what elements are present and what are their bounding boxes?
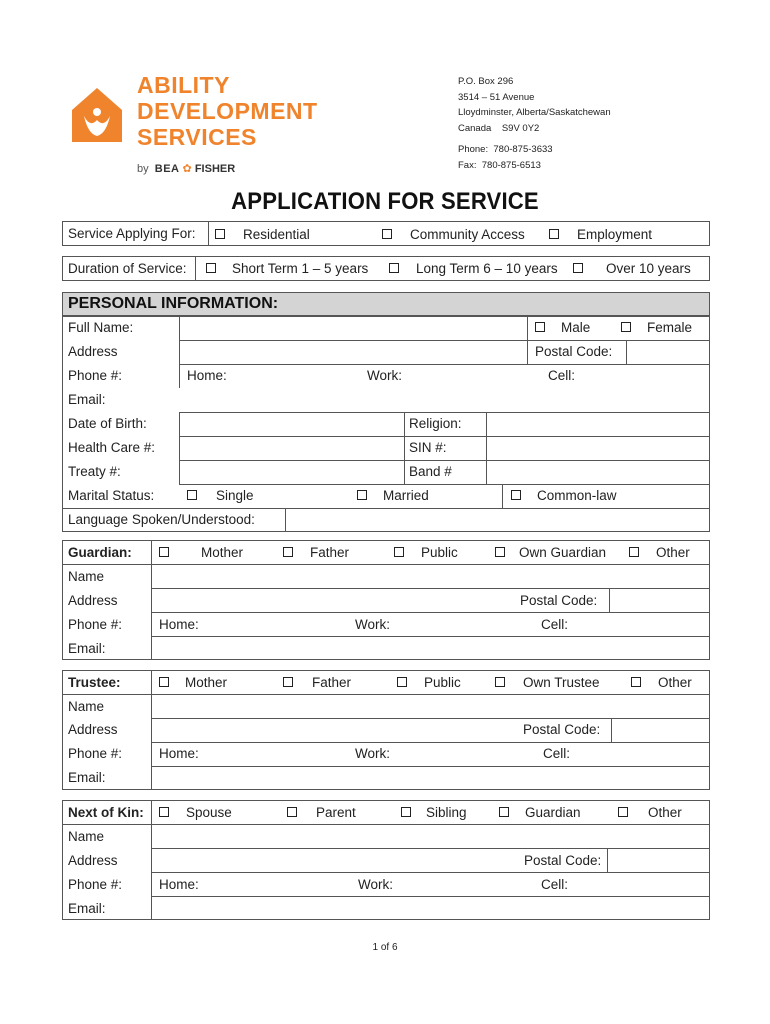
trustee-cell-label[interactable]: Cell: bbox=[543, 746, 571, 761]
kin-guardian-label: Guardian bbox=[525, 805, 581, 820]
female-label: Female bbox=[647, 320, 693, 335]
single-label: Single bbox=[216, 488, 254, 503]
employment-checkbox[interactable] bbox=[549, 229, 559, 239]
guardian-postal-label: Postal Code: bbox=[520, 593, 598, 608]
house-logo-icon bbox=[70, 86, 124, 144]
next-of-kin-section bbox=[62, 800, 710, 920]
married-label: Married bbox=[383, 488, 429, 503]
address-line: P.O. Box 296 bbox=[458, 76, 514, 87]
kin-guardian-checkbox[interactable] bbox=[499, 807, 509, 817]
guardian-father-checkbox[interactable] bbox=[283, 547, 293, 557]
address-label: Address bbox=[68, 344, 118, 359]
kin-phone-label: Phone #: bbox=[68, 877, 123, 892]
date-of-birth-field[interactable] bbox=[181, 414, 402, 434]
long-term-label: Long Term 6 – 10 years bbox=[416, 261, 558, 276]
community-access-label: Community Access bbox=[410, 227, 525, 242]
own-trustee-label: Own Trustee bbox=[523, 675, 600, 690]
trustee-email-label[interactable]: Email: bbox=[68, 770, 106, 785]
guardian-name-field[interactable] bbox=[153, 566, 708, 586]
over-10-years-checkbox[interactable] bbox=[573, 263, 583, 273]
logo-wordmark: ABILITY DEVELOPMENT SERVICES bbox=[137, 72, 318, 150]
common-law-label: Common-law bbox=[537, 488, 617, 503]
spouse-label: Spouse bbox=[186, 805, 232, 820]
page-number: 1 of 6 bbox=[372, 942, 398, 953]
language-label: Language Spoken/Understood: bbox=[68, 512, 255, 527]
guardian-mother-checkbox[interactable] bbox=[159, 547, 169, 557]
postal-code-field[interactable] bbox=[628, 342, 708, 362]
next-of-kin-label: Next of Kin: bbox=[68, 805, 144, 820]
phone-label: Phone #: bbox=[68, 368, 123, 383]
trustee-address-label: Address bbox=[68, 722, 118, 737]
common-law-checkbox[interactable] bbox=[511, 490, 521, 500]
form-title: APPLICATION FOR SERVICE bbox=[231, 188, 539, 215]
fax-number: Fax: 780-875-6513 bbox=[458, 159, 541, 171]
kin-other-label: Other bbox=[648, 805, 682, 820]
home-phone-label[interactable]: Home: bbox=[187, 368, 227, 383]
own-trustee-checkbox[interactable] bbox=[495, 677, 505, 687]
guardian-father-label: Father bbox=[310, 545, 350, 560]
full-name-field[interactable] bbox=[181, 318, 525, 338]
guardian-public-checkbox[interactable] bbox=[394, 547, 404, 557]
sin-label: SIN #: bbox=[409, 440, 447, 455]
work-phone-label[interactable]: Work: bbox=[367, 368, 403, 383]
community-access-checkbox[interactable] bbox=[382, 229, 392, 239]
postal-code-label: Postal Code: bbox=[535, 344, 613, 359]
male-label: Male bbox=[561, 320, 591, 335]
residential-label: Residential bbox=[243, 227, 310, 242]
guardian-work-label[interactable]: Work: bbox=[355, 617, 391, 632]
organization-address bbox=[458, 74, 611, 173]
kin-postal-label: Postal Code: bbox=[524, 853, 602, 868]
guardian-phone-label: Phone #: bbox=[68, 617, 123, 632]
language-field[interactable] bbox=[287, 510, 708, 530]
trustee-mother-checkbox[interactable] bbox=[159, 677, 169, 687]
trustee-section bbox=[62, 670, 710, 790]
address-line: 3514 – 51 Avenue bbox=[458, 91, 535, 103]
single-checkbox[interactable] bbox=[187, 490, 197, 500]
phone-number: Phone: 780-875-3633 bbox=[458, 144, 553, 155]
residential-checkbox[interactable] bbox=[215, 229, 225, 239]
kin-email-label[interactable]: Email: bbox=[68, 901, 106, 916]
trustee-home-label[interactable]: Home: bbox=[159, 746, 199, 761]
trustee-label: Trustee: bbox=[68, 675, 121, 690]
date-of-birth-label: Date of Birth: bbox=[68, 416, 147, 431]
full-name-label: Full Name: bbox=[68, 320, 134, 335]
sibling-checkbox[interactable] bbox=[401, 807, 411, 817]
trustee-public-checkbox[interactable] bbox=[397, 677, 407, 687]
guardian-home-label[interactable]: Home: bbox=[159, 617, 199, 632]
religion-field[interactable] bbox=[488, 414, 708, 434]
long-term-checkbox[interactable] bbox=[389, 263, 399, 273]
email-label[interactable]: Email: bbox=[68, 392, 106, 407]
sin-field[interactable] bbox=[488, 438, 708, 458]
guardian-address-label: Address bbox=[68, 593, 118, 608]
guardian-label: Guardian: bbox=[68, 545, 132, 560]
trustee-father-label: Father bbox=[312, 675, 352, 690]
guardian-name-label: Name bbox=[68, 569, 105, 584]
health-care-field[interactable] bbox=[181, 438, 402, 458]
duration-label: Duration of Service: bbox=[68, 261, 187, 276]
trustee-father-checkbox[interactable] bbox=[283, 677, 293, 687]
kin-home-label[interactable]: Home: bbox=[159, 877, 199, 892]
guardian-other-label: Other bbox=[656, 545, 690, 560]
spouse-checkbox[interactable] bbox=[159, 807, 169, 817]
service-label: Service Applying For: bbox=[68, 226, 196, 241]
religion-label: Religion: bbox=[409, 416, 462, 431]
trustee-other-checkbox[interactable] bbox=[631, 677, 641, 687]
kin-work-label[interactable]: Work: bbox=[358, 877, 394, 892]
guardian-public-label: Public bbox=[421, 545, 458, 560]
female-checkbox[interactable] bbox=[621, 322, 631, 332]
trustee-other-label: Other bbox=[658, 675, 692, 690]
kin-name-field[interactable] bbox=[153, 826, 708, 846]
married-checkbox[interactable] bbox=[357, 490, 367, 500]
kin-name-label: Name bbox=[68, 829, 105, 844]
short-term-label: Short Term 1 – 5 years bbox=[232, 261, 369, 276]
trustee-postal-label: Postal Code: bbox=[523, 722, 601, 737]
own-guardian-checkbox[interactable] bbox=[495, 547, 505, 557]
band-label: Band # bbox=[409, 464, 452, 479]
guardian-mother-label: Mother bbox=[201, 545, 244, 560]
own-guardian-label: Own Guardian bbox=[519, 545, 607, 560]
address-line: Lloydminster, Alberta/Saskatchewan bbox=[458, 107, 611, 118]
address-field[interactable] bbox=[181, 342, 525, 362]
kin-other-checkbox[interactable] bbox=[618, 807, 628, 817]
trustee-work-label[interactable]: Work: bbox=[355, 746, 391, 761]
short-term-checkbox[interactable] bbox=[206, 263, 216, 273]
guardian-email-label[interactable]: Email: bbox=[68, 641, 106, 656]
address-line: Canada S9V 0Y2 bbox=[458, 122, 540, 134]
trustee-phone-label: Phone #: bbox=[68, 746, 123, 761]
marital-status-label: Marital Status: bbox=[68, 488, 155, 503]
trustee-name-label: Name bbox=[68, 699, 105, 714]
sibling-label: Sibling bbox=[426, 805, 467, 820]
health-care-label: Health Care #: bbox=[68, 440, 156, 455]
parent-checkbox[interactable] bbox=[287, 807, 297, 817]
trustee-name-field[interactable] bbox=[153, 696, 708, 716]
kin-address-label: Address bbox=[68, 853, 118, 868]
personal-information-heading: PERSONAL INFORMATION: bbox=[62, 292, 710, 316]
band-field[interactable] bbox=[488, 462, 708, 482]
logo-byline: by BEA ✿ FISHER bbox=[137, 163, 236, 175]
employment-label: Employment bbox=[577, 227, 653, 242]
parent-label: Parent bbox=[316, 805, 356, 820]
trustee-public-label: Public bbox=[424, 675, 461, 690]
kin-cell-label[interactable]: Cell: bbox=[541, 877, 569, 892]
male-checkbox[interactable] bbox=[535, 322, 545, 332]
guardian-other-checkbox[interactable] bbox=[629, 547, 639, 557]
cell-phone-label[interactable]: Cell: bbox=[548, 368, 576, 383]
organization-logo bbox=[70, 72, 330, 182]
guardian-section bbox=[62, 540, 710, 660]
treaty-field[interactable] bbox=[181, 462, 402, 482]
over-10-years-label: Over 10 years bbox=[606, 261, 691, 276]
treaty-label: Treaty #: bbox=[68, 464, 121, 479]
guardian-cell-label[interactable]: Cell: bbox=[541, 617, 569, 632]
trustee-mother-label: Mother bbox=[185, 675, 228, 690]
